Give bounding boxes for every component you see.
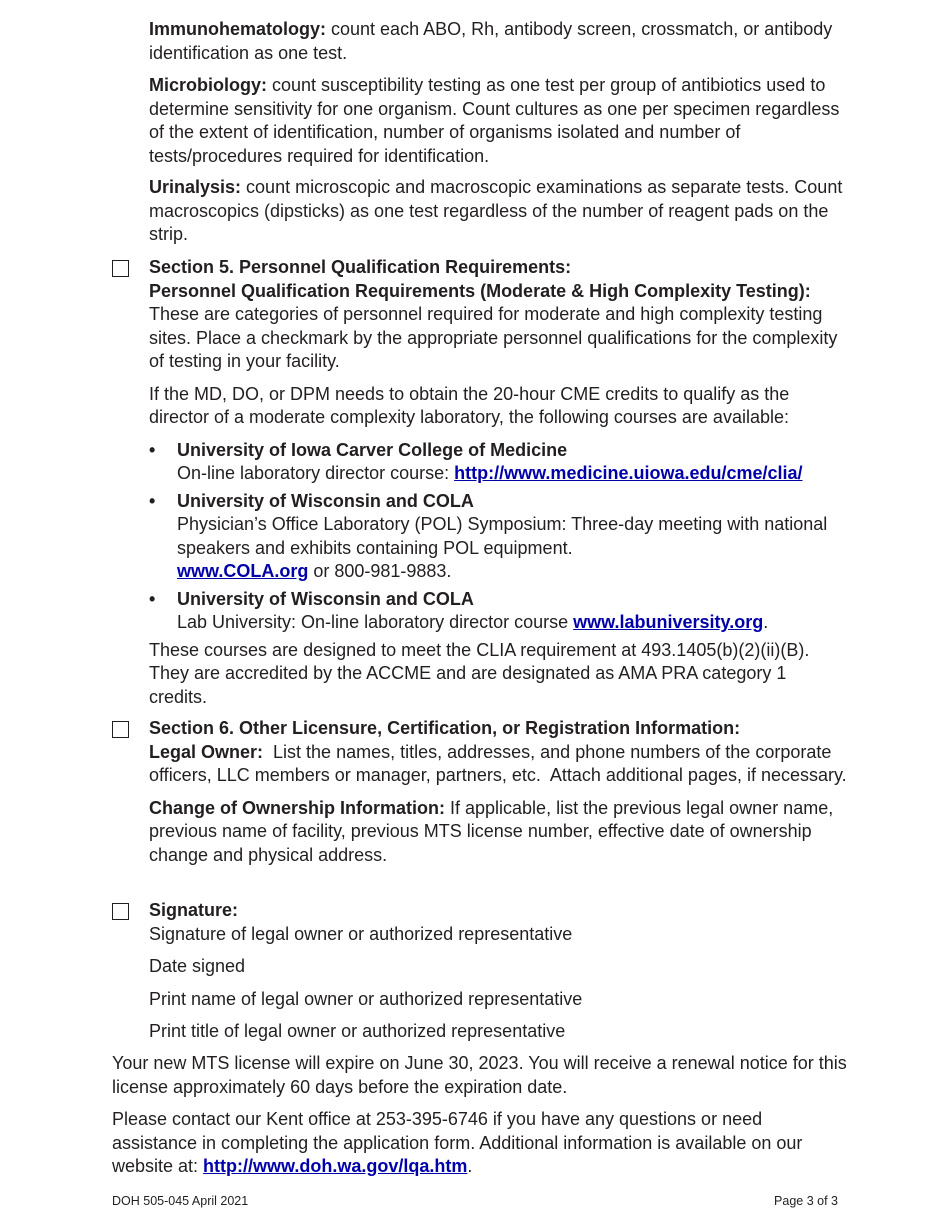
change-ownership-text: If applicable, list the previous legal owner name, previous name of facility, previous MTS license number, effective date of ownership change and physical address.	[149, 797, 834, 865]
course-name: University of Wisconsin and COLA	[177, 490, 474, 511]
section6-title: Section 6. Other Licensure, Certification, or Registration Information:	[149, 718, 741, 738]
period: .	[763, 612, 769, 632]
signature-title: Signature:	[149, 900, 239, 920]
legal-owner-text: List the names, titles, addresses, and phone numbers of the corporate officers, LLC members or manager, partners, etc. Attach additional pages, if necessary.	[149, 741, 847, 785]
doh-website-link[interactable]: http://www.doh.wa.gov/lqa.htm	[203, 1156, 468, 1176]
cola-phone: or 800-981-9883.	[308, 561, 452, 581]
section6-checkbox[interactable]	[112, 721, 129, 738]
course-description: Lab University: On-line laboratory director course	[177, 612, 574, 632]
signature-line: Signature of legal owner or authorized representative	[149, 923, 573, 944]
immunohematology-label: Immunohematology:	[149, 19, 327, 39]
change-ownership-label: Change of Ownership Information:	[149, 797, 445, 818]
signature-block	[149, 899, 849, 1044]
section5-block	[149, 256, 849, 709]
bullet-icon: •	[149, 439, 156, 460]
course-description: On-line laboratory director course:	[177, 463, 455, 483]
course-list-item	[149, 490, 849, 584]
print-title-line: Print title of legal owner or authorized representative	[149, 1021, 566, 1041]
cola-link[interactable]: www.COLA.org	[177, 561, 309, 581]
legal-owner-label: Legal Owner:	[149, 741, 264, 762]
urinalysis-label: Urinalysis:	[149, 177, 242, 197]
course-list-item	[149, 439, 849, 486]
immunohematology-text: count each ABO, Rh, antibody screen, crossmatch, or antibody identification as one test.	[149, 19, 833, 63]
course-name: University of Iowa Carver College of Medicine	[177, 439, 568, 460]
course-description: Physician’s Office Laboratory (POL) Symposium: Three-day meeting with national speakers and exhibits containing POL equipment.	[177, 514, 828, 558]
section6-block	[149, 717, 849, 867]
microbiology-label: Microbiology:	[149, 75, 267, 95]
urinalysis-text: count microscopic and macroscopic examinations as separate tests. Count macroscopics (dipsticks) as one test regardless of the number of reagent pads on the strip.	[149, 177, 843, 244]
period: .	[467, 1156, 473, 1176]
accreditation-text: These courses are designed to meet the CLIA requirement at 493.1405(b)(2)(ii)(B). They are accredited by the ACCME and are designated as AMA PRA category 1 credits.	[149, 639, 810, 707]
form-number: DOH 505-045 April 2021	[112, 1194, 249, 1208]
section5-subtitle: Personnel Qualification Requirements (Moderate & High Complexity Testing):	[149, 280, 811, 301]
page-number: Page 3 of 3	[774, 1194, 838, 1208]
contact-text: Please contact our Kent office at 253-395-6746 if you have any questions or need assistance in completing the application form. Additional information is available on our website at:	[112, 1109, 803, 1176]
uiowa-link[interactable]: http://www.medicine.uiowa.edu/cme/clia/	[454, 463, 803, 483]
contact-paragraph	[112, 1108, 852, 1179]
bullet-icon: •	[149, 588, 156, 609]
course-list-item	[149, 588, 849, 635]
microbiology-text: count susceptibility testing as one test per group of antibiotics used to determine sensitivity for one organism. Count cultures as one per specimen regardless of the extent of identification, number of organisms isolated and number of tests/procedures required for identification.	[149, 75, 840, 166]
labuniversity-link[interactable]: www.labuniversity.org	[573, 612, 764, 632]
date-signed-line: Date signed	[149, 956, 246, 976]
microbiology-paragraph	[149, 74, 849, 168]
signature-checkbox[interactable]	[112, 903, 129, 920]
section5-checkbox[interactable]	[112, 260, 129, 277]
bullet-icon: •	[149, 490, 156, 511]
urinalysis-paragraph	[149, 176, 849, 247]
section5-body: These are categories of personnel required for moderate and high complexity testing sites. Place a checkmark by the appropriate personnel qualifications for the complexity of testing in your facility.	[149, 304, 838, 371]
section5-title: Section 5. Personnel Qualification Requirements:	[149, 257, 572, 277]
cme-intro: If the MD, DO, or DPM needs to obtain the 20-hour CME credits to qualify as the director of a moderate complexity laboratory, the following courses are available:	[149, 383, 790, 427]
print-name-line: Print name of legal owner or authorized representative	[149, 988, 583, 1009]
immunohematology-paragraph	[149, 18, 849, 65]
course-name: University of Wisconsin and COLA	[177, 588, 474, 609]
expiry-note: Your new MTS license will expire on June 30, 2023. You will receive a renewal notice for this license approximately 60 days before the expiration date.	[112, 1053, 847, 1097]
